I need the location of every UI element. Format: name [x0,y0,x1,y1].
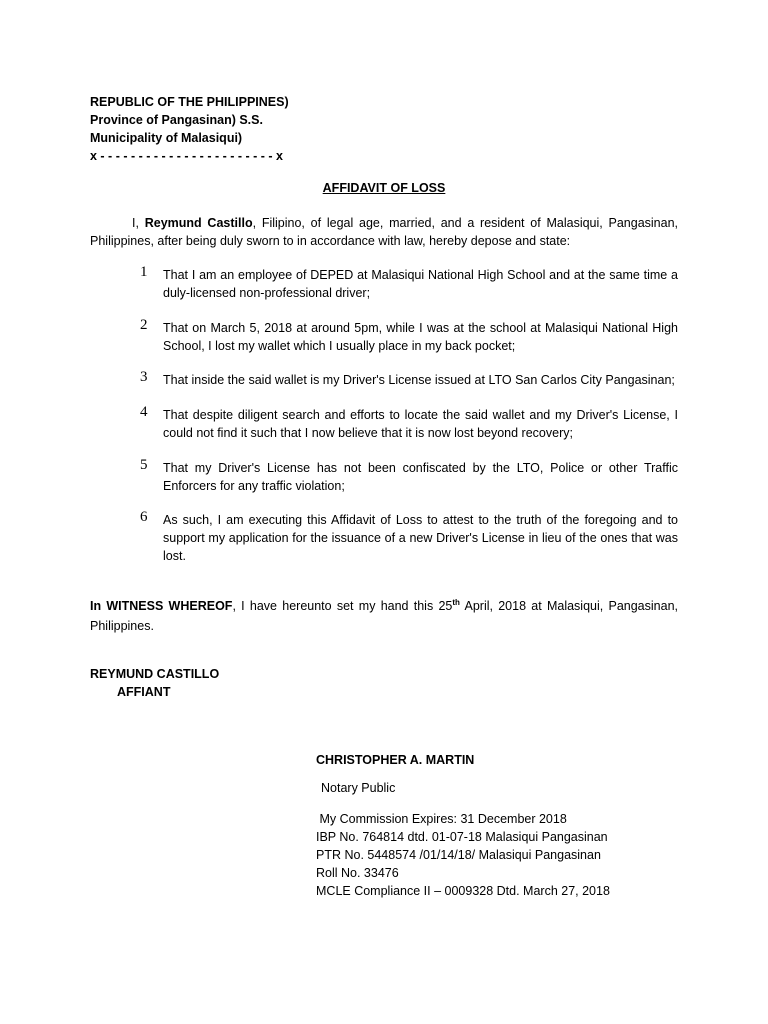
notary-roll: Roll No. 33476 [316,866,399,880]
item-text: That my Driver's License has not been confiscated by the LTO, Police or other Traffic Enforcers for any traffic violation; [163,461,678,493]
caption-republic: REPUBLIC OF THE PHILIPPINES) [90,95,289,109]
item-text: That I am an employee of DEPED at Malasiqui National High School and at the same time a duly-licensed non-professional driver; [163,268,678,300]
caption-province: Province of Pangasinan) S.S. [90,113,263,127]
numbered-item [140,459,678,495]
intro-paragraph [90,214,678,250]
numbered-item [140,371,678,389]
caption-municipality: Municipality of Malasiqui) [90,131,243,145]
item-number: 3 [140,369,148,385]
witness-paragraph [90,596,678,636]
notary-ibp: IBP No. 764814 dtd. 01-07-18 Malasiqui Pangasinan [316,830,608,844]
witness-ordinal-suffix: th [452,597,460,607]
numbered-item [140,319,678,355]
witness-text-1: , I have hereunto set my hand this 25 [232,599,453,613]
item-text: That despite diligent search and efforts to locate the said wallet and my Driver's License, I could not find it such that I now believe that it is now lost beyond recovery; [163,408,678,440]
item-number: 5 [140,457,148,473]
item-number: 6 [140,509,148,525]
notary-mcle: MCLE Compliance II – 0009328 Dtd. March 27, 2018 [316,884,610,898]
notary-ptr: PTR No. 5448574 /01/14/18/ Malasiqui Pangasinan [316,848,601,862]
intro-prefix: I, [132,216,145,230]
document-title: AFFIDAVIT OF LOSS [322,181,446,195]
item-number: 1 [140,264,148,280]
intro-rest: , Filipino, of legal age, married, and a resident of Malasiqui, Pangasinan, Philippines, after being duly sworn to in accordance with law, hereby depose and state: [90,216,679,248]
notary-title: Notary Public [321,781,396,795]
item-number: 2 [140,317,148,333]
item-text: That inside the said wallet is my Driver's License issued at LTO San Carlos City Pangasinan; [163,373,675,387]
notary-name: CHRISTOPHER A. MARTIN [316,753,475,767]
item-number: 4 [140,404,148,420]
affiant-name: REYMUND CASTILLO [90,667,220,681]
item-text: As such, I am executing this Affidavit of Loss to attest to the truth of the foregoing and to support my application for the issuance of a new Driver's License in lieu of the ones that was lost. [163,513,678,563]
caption-separator: x - - - - - - - - - - - - - - - - - - - - - - - x [90,149,283,163]
caption-block [90,94,289,166]
notary-commission: My Commission Expires: 31 December 2018 [316,812,567,826]
witness-whereof: In WITNESS WHEREOF [90,599,233,613]
affiant-label: AFFIANT [117,685,171,699]
witness-text-2: April, 2018 at Malasiqui, Pangasinan, Philippines. [90,599,678,633]
numbered-item [140,511,678,565]
item-text: That on March 5, 2018 at around 5pm, while I was at the school at Malasiqui National High School, I lost my wallet which I usually place in my back pocket; [163,321,678,353]
affiant-name-inline: Reymund Castillo [144,216,253,230]
notary-details [316,811,610,901]
numbered-item [140,266,678,302]
numbered-item [140,406,678,442]
